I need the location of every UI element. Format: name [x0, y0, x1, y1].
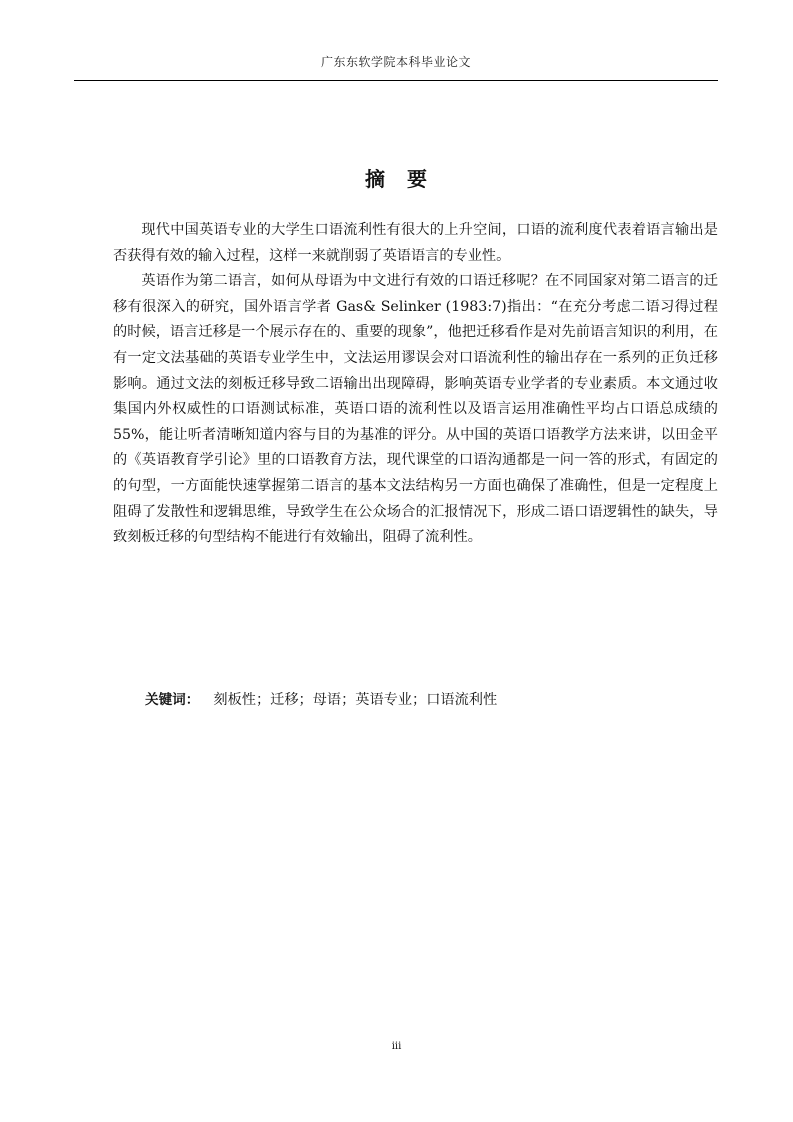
abstract-paragraph-2: 英语作为第二语言，如何从母语为中文进行有效的口语迁移呢？在不同国家对第二语言的迁移有很深入的研究，国外语言学者 Gas& Selinker (1983:7)指出：“在充分考虑二语习得过程的时候，语言迁移是一个展示存在的、重要的现象”，他把迁移看作是对先前语言知识的利用，在有一定文法基础的英语专业学生中，文法运用谬误会对口语流利性的输出存在一系列的正负迁移影响。通过文法的刻板迁移导致二语输出出现障碍，影响英语专业学者的专业素质。本文通过收集国内外权威性的口语测试标准，英语口语的流利性以及语言运用准确性平均占口语总成绩的 55%，能让听者清晰知道内容与目的为基准的评分。从中国的英语口语教学方法来讲，以田金平的《英语教育学引论》里的口语教育方法，现代课堂的口语沟通都是一问一答的形式，有固定的的句型，一方面能快速掌握第二语言的基本文法结构另一方面也确保了准确性，但是一定程度上阻碍了发散性和逻辑思维，导致学生在公众场合的汇报情况下，形成二语口语逻辑性的缺失，导致刻板迁移的句型结构不能进行有效输出，阻碍了流利性。 [113, 273, 718, 546]
page-number: iii [391, 1041, 402, 1052]
abstract-title-char-1: 摘 [365, 167, 385, 191]
running-header: 广东东软学院本科毕业论文 [320, 55, 471, 69]
abstract-title-char-2: 要 [407, 167, 427, 191]
keywords-label: 关键词： [145, 692, 200, 708]
keywords-text: 刻板性；迁移；母语；英语专业；口语流利性 [213, 692, 498, 708]
abstract-body [113, 218, 718, 551]
keywords-line [145, 689, 497, 711]
abstract-title [74, 163, 718, 192]
header-divider [74, 80, 718, 81]
abstract-paragraph-1: 现代中国英语专业的大学生口语流利性有很大的上升空间，口语的流利度代表着语言输出是否获得有效的输入过程，这样一来就削弱了英语语言的专业性。 [113, 222, 718, 264]
